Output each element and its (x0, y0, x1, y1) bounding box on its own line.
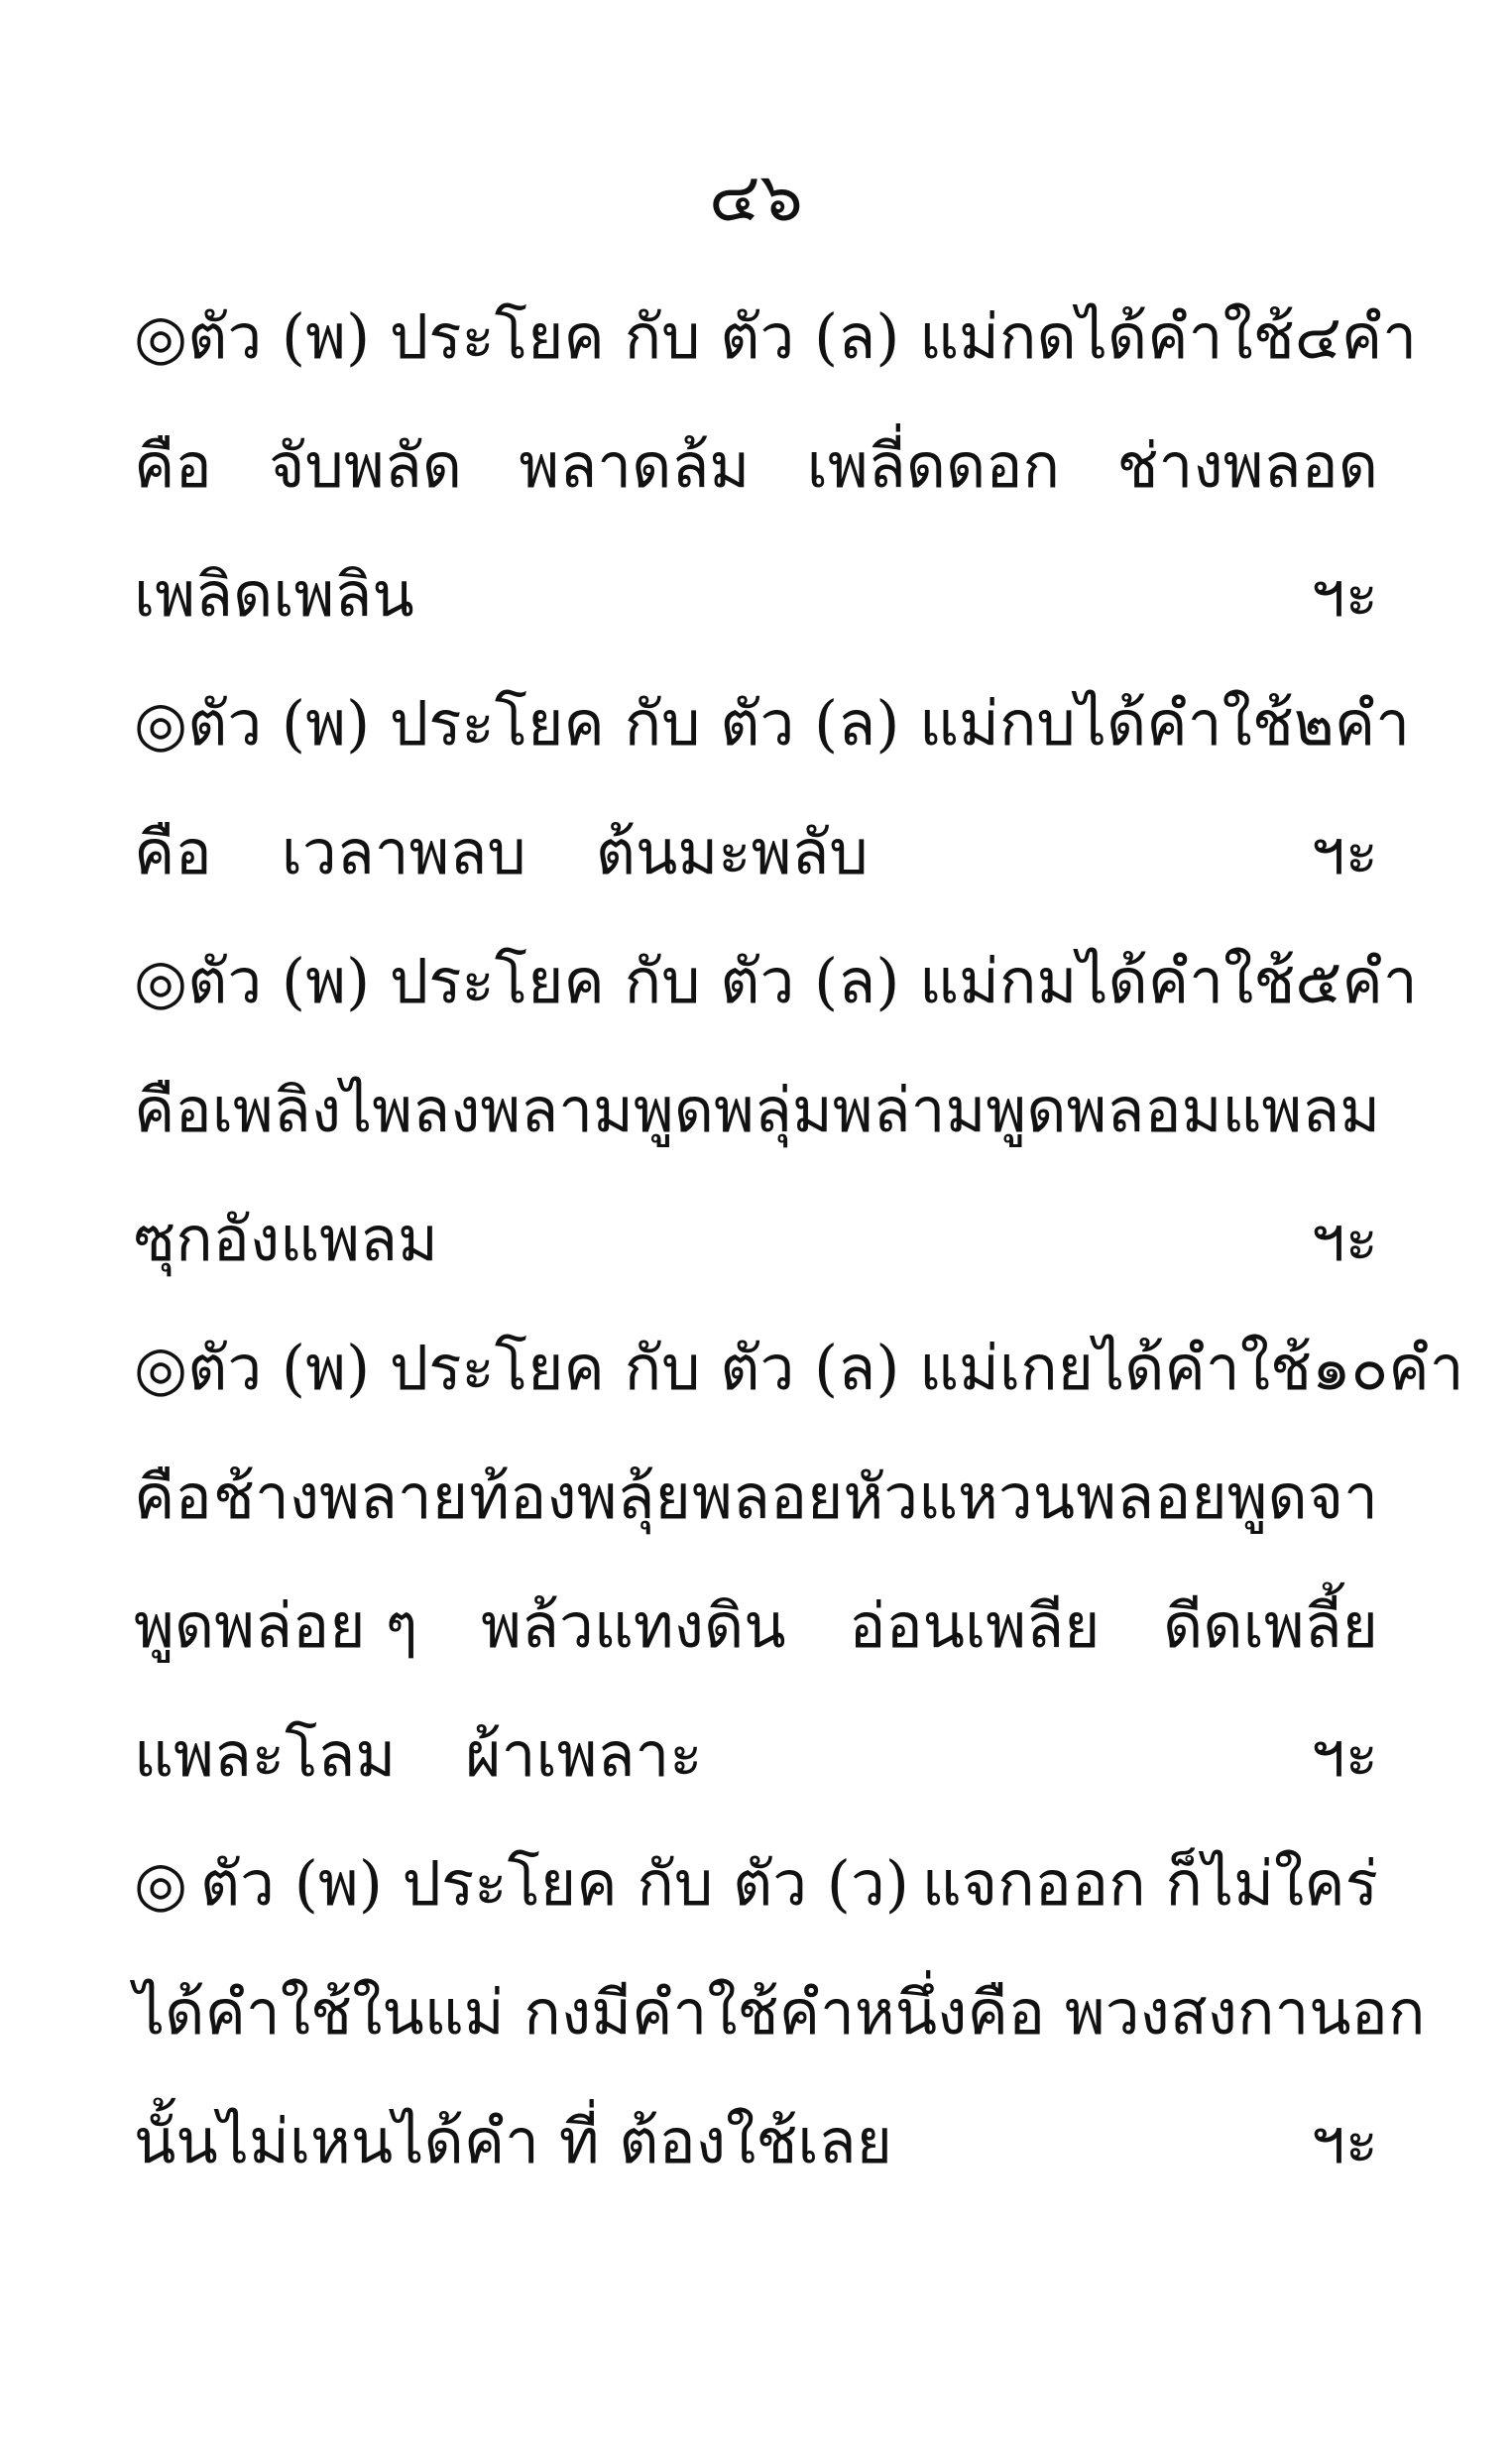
line-text: อ่อนเพลีย (849, 1589, 1101, 1662)
line-text: พลาดล้ม (519, 429, 751, 502)
bullet-mark: ◎ (134, 1332, 188, 1404)
line-text: พล้วแทงดิน (481, 1589, 786, 1662)
text-line (134, 1309, 1464, 1428)
text-line (134, 1696, 1378, 1815)
line-text: ตัว (พ) ประโยค กับ ตัว (ล) แม่กมได้คำใช้ (187, 945, 1296, 1017)
line-text: ตัว (พ) ประโยค กับ ตัว (ล) แม่เกยได้คำใช้ (187, 1332, 1313, 1404)
line-text: ซุกอังแพลม (134, 1203, 438, 1275)
text-line (134, 1824, 1378, 1943)
line-text: ในแม่ กงมีคำใช้คำหนึ่ง (352, 1976, 968, 2049)
text-line (134, 1567, 1378, 1686)
line-text: ๑๐ (1312, 1332, 1389, 1404)
end-mark: ฯะ (1310, 1203, 1378, 1275)
line-text: ตัว (พ) ประโยค กับ ตัว (ล) แม่กบได้คำใช้ (187, 687, 1294, 760)
bullet-mark: ◎ (134, 300, 188, 373)
text-line (134, 922, 1418, 1041)
end-mark: ฯะ (1310, 558, 1378, 631)
text-line (134, 1438, 1378, 1557)
line-text: พูดพลอมแพลม (986, 1074, 1381, 1146)
line-text: คือ พวงสงกานอก (967, 1976, 1426, 2049)
line-text: นั้นไม่เหนได้คำ ที่ ต้องใช้เลย (134, 2105, 892, 2177)
text-line (134, 1051, 1381, 1170)
line-text: เพลิดเพลิน (134, 558, 414, 631)
line-text: ๔ (1294, 300, 1341, 373)
line-text: แพละโลม (134, 1718, 397, 1791)
line-text: พูดพลุ่มพล่าม (633, 1074, 987, 1146)
line-text: ได้คำใช้ (134, 1976, 353, 2049)
line-text: พูดพล่อย ๆ (134, 1589, 418, 1662)
line-text: ต้นมะพลับ (595, 816, 869, 888)
end-mark: ฯะ (1310, 816, 1378, 888)
text-line (134, 2082, 1378, 2201)
line-text: ตัว (พ) ประโยค กับ ตัว (ล) แม่กดได้คำใช้ (187, 300, 1295, 373)
bullet-mark: ◎ (134, 687, 188, 760)
text-line (134, 278, 1418, 397)
line-text: ๒ (1293, 687, 1335, 760)
page-number: ๔๖ (709, 159, 803, 237)
text-line (134, 1953, 1426, 2072)
line-text: คือ (134, 816, 212, 888)
line-text: ดีดเพลี้ย (1163, 1589, 1378, 1662)
line-text: ช่างพลอด (1116, 429, 1378, 502)
line-text: คือ (134, 1074, 212, 1146)
line-text: ท้องพลุ้ย (469, 1461, 691, 1533)
text-line (134, 535, 1378, 654)
line-text: เพลิงไพลงพลาม (211, 1074, 634, 1146)
end-mark: ฯะ (1310, 2105, 1378, 2177)
line-text: ผ้าเพลาะ (465, 1718, 703, 1791)
line-text: คือ (134, 1461, 212, 1533)
line-text: ๕ (1295, 945, 1342, 1017)
line-text: พลอยหัวแหวน (691, 1461, 1076, 1533)
line-text: เพลี่ดดอก (806, 429, 1061, 502)
end-mark: ฯะ (1310, 1718, 1378, 1791)
line-text: คำ (1340, 300, 1418, 373)
line-text: พลอยพูดจา (1076, 1461, 1378, 1533)
line-text: ช้างพลาย (212, 1461, 469, 1533)
text-line (134, 664, 1411, 783)
line-text: คำ (1341, 945, 1418, 1017)
bullet-mark: ◎ (134, 1847, 188, 1920)
line-text: เวลาพลบ (281, 816, 526, 888)
text-line (134, 793, 1378, 912)
line-text: จับพลัด (269, 429, 462, 502)
line-text: คำ (1334, 687, 1411, 760)
line-text: ตัว (พ) ประโยค กับ ตัว (ว) (199, 1847, 909, 1920)
text-line (134, 1180, 1378, 1299)
bullet-mark: ◎ (134, 945, 188, 1017)
line-text: คำ (1388, 1332, 1464, 1404)
line-text: คือ (134, 429, 212, 502)
text-line (134, 407, 1378, 526)
line-text: แจกออก ก็ไม่ใคร่ (921, 1847, 1378, 1920)
